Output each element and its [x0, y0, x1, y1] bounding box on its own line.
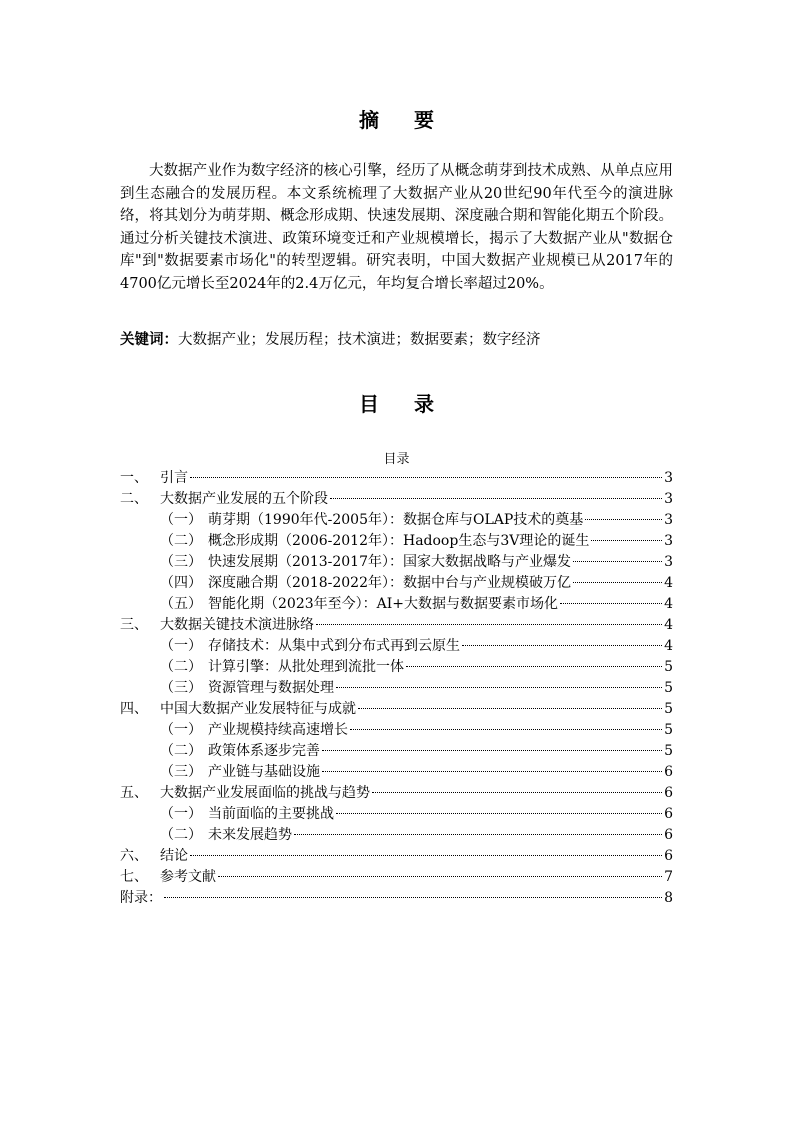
toc-dot-leader [322, 771, 662, 772]
toc-entry-number: （三） [160, 680, 202, 696]
toc-dot-leader [462, 645, 662, 646]
toc-subentry[interactable] [120, 573, 673, 594]
toc-entry-number: 三、 [120, 617, 148, 633]
toc-entry[interactable] [120, 783, 673, 804]
toc-entry-number: 七、 [120, 869, 148, 885]
toc-subentry[interactable] [120, 804, 673, 825]
toc-entry-number: （三） [160, 554, 202, 570]
toc-entry-number: （一） [160, 722, 202, 738]
toc-entry-appendix[interactable] [120, 888, 673, 909]
toc-entry-page: 5 [664, 722, 673, 738]
toc-entry-number: （一） [160, 806, 202, 822]
toc-entry-page: 8 [664, 890, 673, 906]
keywords-line [120, 329, 541, 351]
toc-dot-leader [358, 708, 662, 709]
toc-dot-leader [573, 582, 662, 583]
toc-dot-leader [591, 540, 662, 541]
toc-entry-page: 6 [664, 785, 673, 801]
toc-entry-page: 5 [664, 680, 673, 696]
toc-entry-title: 政策体系逐步完善 [208, 743, 320, 759]
toc-entry-title: 萌芽期（1990年代-2005年）：数据仓库与OLAP技术的奠基 [208, 512, 584, 528]
toc-dot-leader [190, 477, 662, 478]
toc-entry-page: 3 [664, 554, 673, 570]
toc-entry-number: （三） [160, 764, 202, 780]
toc-entry-title: 计算引擎：从批处理到流批一体 [208, 659, 404, 675]
toc-dot-leader [322, 750, 662, 751]
toc-entry-title: 深度融合期（2018-2022年）：数据中台与产业规模破万亿 [208, 575, 571, 591]
toc-subentry[interactable] [120, 825, 673, 846]
toc-entry-title: 快速发展期（2013-2017年）：国家大数据战略与产业爆发 [208, 554, 571, 570]
toc-entry-title: 引言 [160, 470, 188, 486]
toc-entry-title: 未来发展趋势 [208, 827, 292, 843]
toc-entry-title: 存储技术：从集中式到分布式再到云原生 [208, 638, 460, 654]
keywords-text: 大数据产业；发展历程；技术演进；数据要素；数字经济 [178, 332, 541, 348]
toc-subentry[interactable] [120, 594, 673, 615]
toc-entry-title: 产业链与基础设施 [208, 764, 320, 780]
toc-entry-title: 参考文献 [160, 869, 216, 885]
abstract-body: 大数据产业作为数字经济的核心引擎，经历了从概念萌芽到技术成熟、从单点应用到生态融合的发展历程。本文系统梳理了大数据产业从20世纪90年代至今的演进脉络，将其划分为萌芽期、概念形成期、快速发展期、深度融合期和智能化期五个阶段。通过分析关键技术演进、政策环境变迁和产业规模增长，揭示了大数据产业从"数据仓库"到"数据要素市场化"的转型逻辑。研究表明，中国大数据产业规模已从2017年的4700亿元增长至2024年的2.4万亿元，年均复合增长率超过20%。 [120, 163, 673, 292]
toc-dot-leader [164, 897, 662, 898]
toc-subentry[interactable] [120, 531, 673, 552]
toc-entry-number: 附录： [120, 890, 162, 906]
toc-entry-number: （一） [160, 638, 202, 654]
toc-entry-title: 产业规模持续高速增长 [208, 722, 348, 738]
toc-dot-leader [218, 876, 662, 877]
toc-entry-number: （二） [160, 659, 202, 675]
toc-entry-page: 4 [664, 596, 673, 612]
toc-entry-number: 二、 [120, 491, 148, 507]
toc-entry-page: 6 [664, 764, 673, 780]
toc-entry-title: 结论 [160, 848, 188, 864]
toc-dot-leader [573, 561, 662, 562]
toc-entry-number: （二） [160, 827, 202, 843]
toc-entry-title: 资源管理与数据处理 [208, 680, 334, 696]
toc-entry-page: 5 [664, 743, 673, 759]
toc-entry-page: 4 [664, 617, 673, 633]
toc-entry-title: 中国大数据产业发展特征与成就 [160, 701, 356, 717]
toc-entry[interactable] [120, 846, 673, 867]
toc-entry-number: 四、 [120, 701, 148, 717]
toc-subentry[interactable] [120, 762, 673, 783]
toc-entry-title: 智能化期（2023年至今）：AI+大数据与数据要素市场化 [208, 596, 558, 612]
toc-dot-leader [336, 813, 662, 814]
toc-entry-page: 6 [664, 806, 673, 822]
toc-dot-leader [585, 519, 662, 520]
toc-entry-number: （五） [160, 596, 202, 612]
toc-subentry[interactable] [120, 636, 673, 657]
toc-entry-number: 六、 [120, 848, 148, 864]
toc-subentry[interactable] [120, 741, 673, 762]
keywords-label: 关键词： [120, 331, 178, 348]
toc-entry-number: 五、 [120, 785, 148, 801]
toc-subentry[interactable] [120, 678, 673, 699]
abstract-heading: 摘 要 [359, 108, 448, 132]
toc-entry-number: （二） [160, 533, 202, 549]
toc-entry-title: 大数据产业发展的五个阶段 [160, 491, 328, 507]
toc-entry-page: 5 [664, 659, 673, 675]
toc-entry-number: （二） [160, 743, 202, 759]
toc-entry[interactable] [120, 867, 673, 888]
toc-entry-title: 当前面临的主要挑战 [208, 806, 334, 822]
toc-entry-number: 一、 [120, 470, 148, 486]
toc-entry-page: 3 [664, 533, 673, 549]
toc-dot-leader [560, 603, 662, 604]
toc-dot-leader [350, 729, 662, 730]
toc-entry-page: 5 [664, 701, 673, 717]
toc-subentry[interactable] [120, 720, 673, 741]
toc-caption: 目录 [383, 452, 410, 467]
toc-entry[interactable] [120, 489, 673, 510]
toc-dot-leader [294, 834, 662, 835]
toc-entry-page: 3 [664, 512, 673, 528]
toc-dot-leader [336, 687, 662, 688]
toc-dot-leader [406, 666, 662, 667]
toc-entry-page: 3 [664, 470, 673, 486]
toc-dot-leader [316, 624, 662, 625]
toc-entry[interactable] [120, 468, 673, 489]
toc-dot-leader [330, 498, 662, 499]
toc-entry-title: 大数据关键技术演进脉络 [160, 617, 314, 633]
toc-entry-page: 7 [664, 869, 673, 885]
toc-heading: 目 录 [359, 392, 448, 416]
toc-entry-number: （一） [160, 512, 202, 528]
toc-entry-title: 概念形成期（2006-2012年）：Hadoop生态与3V理论的诞生 [208, 533, 590, 549]
toc-entry[interactable] [120, 699, 673, 720]
toc-subentry[interactable] [120, 657, 673, 678]
toc-entry-page: 4 [664, 638, 673, 654]
toc-entry-title: 大数据产业发展面临的挑战与趋势 [160, 785, 370, 801]
toc-entry-number: （四） [160, 575, 202, 591]
toc-dot-leader [190, 855, 662, 856]
toc-entry-page: 3 [664, 491, 673, 507]
toc-dot-leader [372, 792, 662, 793]
toc-subentry[interactable] [120, 510, 673, 531]
toc-entry-page: 4 [664, 575, 673, 591]
toc-list [120, 468, 673, 909]
toc-entry-page: 6 [664, 848, 673, 864]
toc-entry-page: 6 [664, 827, 673, 843]
toc-entry[interactable] [120, 615, 673, 636]
toc-subentry[interactable] [120, 552, 673, 573]
